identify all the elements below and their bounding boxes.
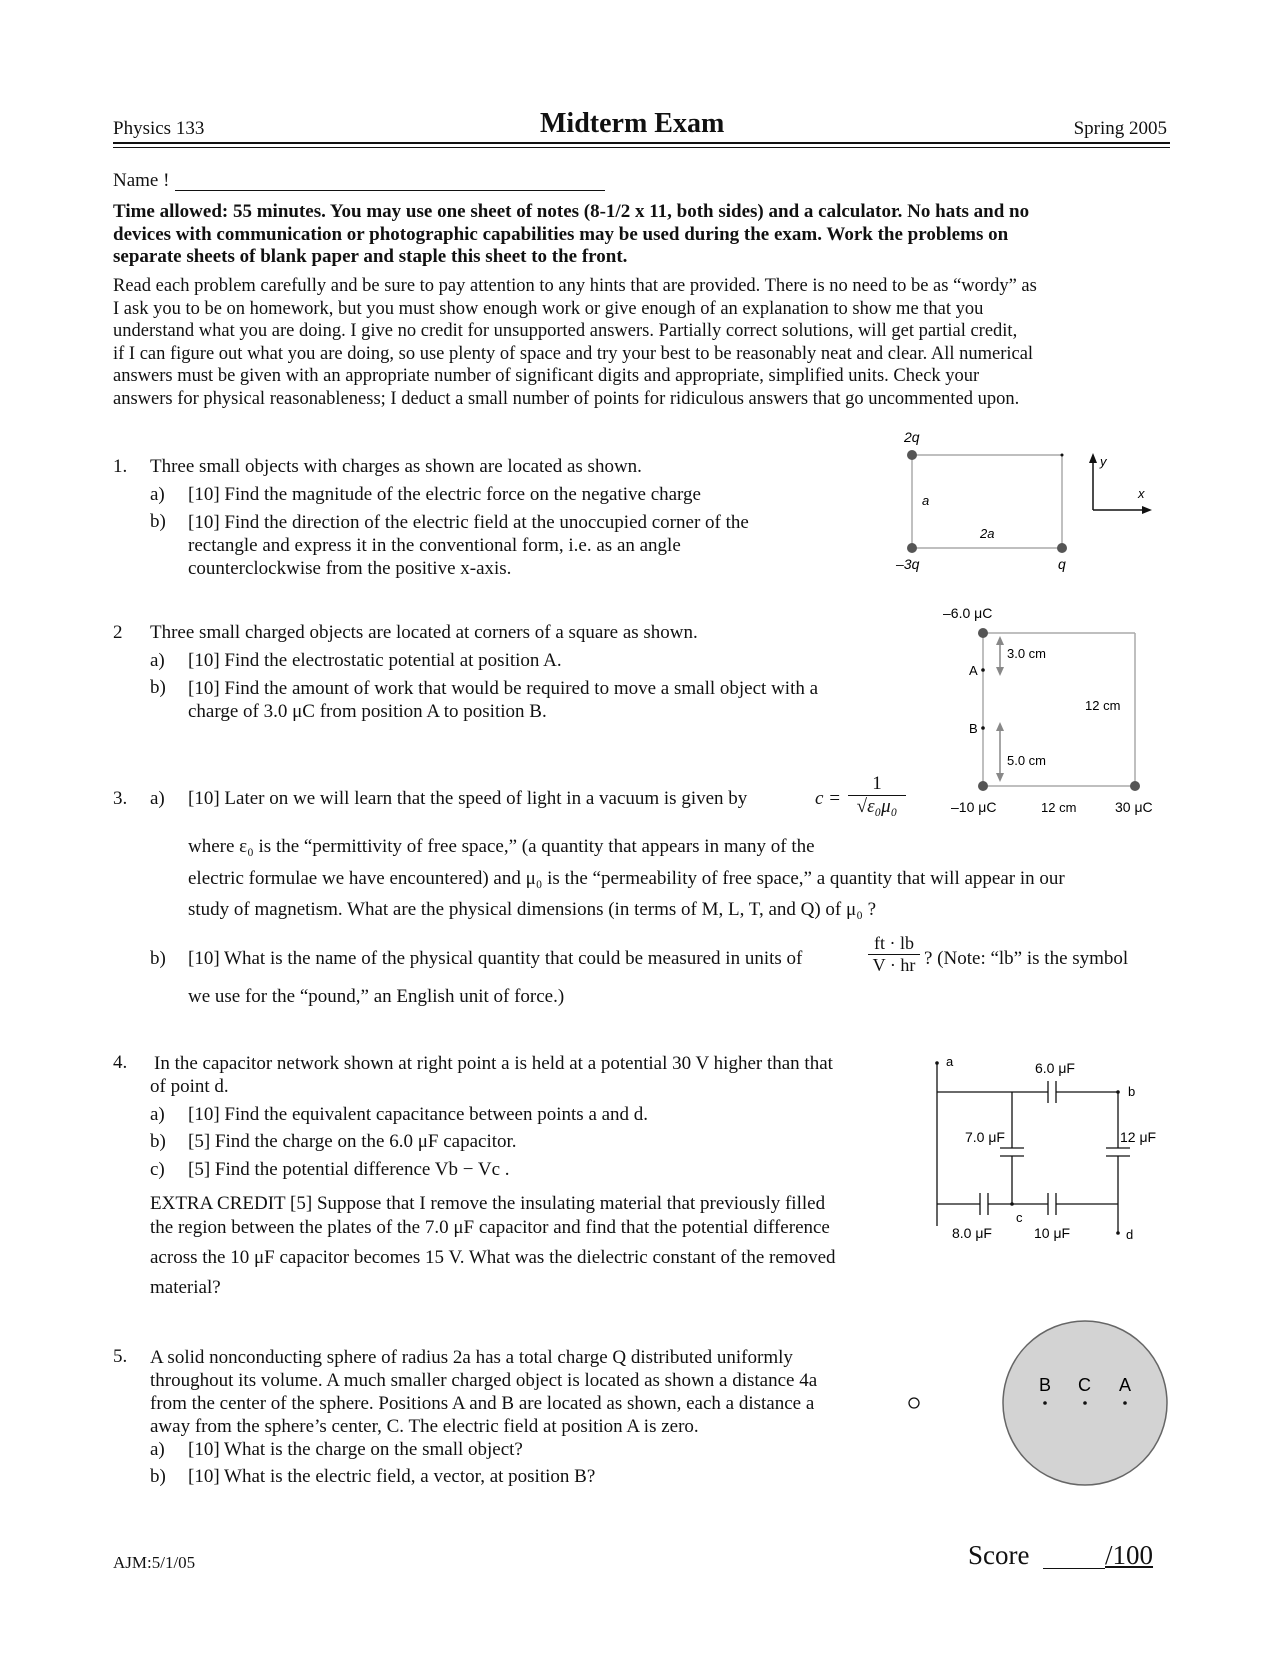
label-q: q (1058, 556, 1066, 572)
label-a: a (946, 1054, 954, 1069)
label-5cm: 5.0 cm (1007, 753, 1047, 768)
problem-4-number: 4. (113, 1052, 128, 1073)
point-B (981, 726, 985, 730)
y-label: y (1100, 454, 1107, 469)
problem-5-text: A solid nonconducting sphere of radius 2a has a total charge Q distributed uniformly throughout its volume. A much smaller charged object is located as shown a distance 4a from the center of the sphere. Positions A and B are located as shown, each a distance a away from the sphere’s center, C. The electric field at position A is zero. (150, 1347, 818, 1437)
problem-4a-label: a) (150, 1104, 165, 1125)
page-title: Midterm Exam (540, 108, 725, 139)
label-a: a (922, 493, 930, 508)
label-8uF: 8.0 μF (952, 1225, 992, 1241)
problem-5b-label: b) (150, 1466, 166, 1487)
label-12uF: 12 μF (1120, 1129, 1157, 1145)
problem-5a-label: a) (150, 1439, 165, 1460)
formula-lhs: c = (815, 788, 842, 809)
problem-1b-label: b) (150, 511, 166, 532)
header-rule-thin (113, 147, 1170, 148)
label-d: d (1126, 1227, 1134, 1242)
header-rule (113, 142, 1170, 144)
x-label: x (1138, 486, 1145, 501)
arrow-down-icon (996, 667, 1004, 676)
label-10uF: 10 μF (1034, 1225, 1071, 1241)
problem-1a-label: a) (150, 484, 165, 505)
label-neg10: –10 μC (951, 799, 997, 815)
problem-3b-label: b) (150, 948, 166, 969)
problem-3b-text: [10] What is the name of the physical quantity that could be measured in units of (188, 948, 803, 969)
problem-2a-label: a) (150, 650, 165, 671)
problem-5a-text: [10] What is the charge on the small object? (188, 1439, 523, 1460)
problem-1-number: 1. (113, 456, 128, 477)
charge-neg6 (978, 628, 988, 638)
label-A: A (1119, 1375, 1132, 1395)
name-line[interactable] (175, 190, 605, 191)
problem-4-text: In the capacitor network shown at right point a is held at a potential 30 V higher than that of point d. (150, 1053, 833, 1097)
problem-4c-text: [5] Find the potential difference Vb − Vc . (188, 1159, 510, 1180)
point-A (1123, 1401, 1127, 1405)
label-12cm-bottom: 12 cm (1041, 800, 1077, 815)
figure-1 (880, 425, 1170, 575)
label-neg6: –6.0 μC (943, 605, 993, 621)
problem-3-number: 3. (113, 788, 128, 809)
problem-3a-text: [10] Later on we will learn that the speed of light in a vacuum is given by (188, 788, 748, 809)
problem-3b-line2: we use for the “pound,” an English unit of force.) (188, 986, 565, 1007)
label-neg3q: –3q (896, 556, 920, 572)
label-B: B (969, 721, 978, 736)
problem-5b-text: [10] What is the electric field, a vector, at position B? (188, 1466, 596, 1487)
label-b: b (1128, 1084, 1136, 1099)
figure-5 (900, 1320, 1170, 1500)
figure-2 (935, 598, 1175, 828)
speed-of-light-formula: 1 √ε₀μ₀ (848, 773, 906, 818)
problem-1a-text: [10] Find the magnitude of the electric force on the negative charge (188, 484, 701, 505)
problem-4-extra-credit: EXTRA CREDIT [5] Suppose that I remove the insulating material that previously filled the region between the plates of the 7.0 μF capacitor and find that the potential difference across the 10 μF capacitor becomes 15 V. What was the dielectric constant of the removed material? (150, 1193, 836, 1298)
charge-q (1057, 543, 1067, 553)
charge-2q (907, 450, 917, 460)
label-C: C (1078, 1375, 1091, 1395)
x-arrow-icon (1142, 506, 1152, 514)
point-A (981, 668, 985, 672)
problem-3a-line3: electric formulae we have encountered) and μ₀ is the “permeability of free space,” a quantity that will appear in our (188, 868, 1065, 889)
problem-3b-tail: ? (Note: “lb” is the symbol (924, 948, 1129, 969)
problem-2a-text: [10] Find the electrostatic potential at position A. (188, 650, 562, 671)
charge-neg10 (978, 781, 988, 791)
problem-5-number: 5. (113, 1346, 128, 1367)
arrow-up-icon (996, 636, 1004, 645)
course-label: Physics 133 (113, 118, 205, 139)
score-blank[interactable] (1043, 1568, 1105, 1569)
problem-2-text: Three small charged objects are located at corners of a square as shown. (150, 622, 698, 643)
problem-2b-text: [10] Find the amount of work that would be required to move a small object with a charge of 3.0 μC from position A to position B. (188, 678, 819, 722)
problem-3a-label: a) (150, 788, 165, 809)
problem-4b-text: [5] Find the charge on the 6.0 μF capacitor. (188, 1131, 517, 1152)
problem-2-number: 2 (113, 622, 123, 643)
problem-4a-text: [10] Find the equivalent capacitance between points a and d. (188, 1104, 649, 1125)
point-B (1043, 1401, 1047, 1405)
node-a (935, 1061, 939, 1065)
problem-4b-label: b) (150, 1131, 166, 1152)
score-total: /100 (1105, 1540, 1154, 1570)
label-7uF: 7.0 μF (965, 1129, 1005, 1145)
node-b (1116, 1090, 1120, 1094)
y-arrow-icon (1089, 453, 1097, 463)
label-30: 30 μC (1115, 799, 1153, 815)
small-object (909, 1398, 919, 1408)
problem-1b-text: [10] Find the direction of the electric field at the unoccupied corner of the rectangle and express it in the conventional form, i.e. as an angle counterclockwise from the positive x-axis. (188, 512, 749, 579)
label-c: c (1016, 1210, 1023, 1225)
label-3cm: 3.0 cm (1007, 646, 1047, 661)
label-12cm-side: 12 cm (1085, 698, 1121, 713)
figure-4 (930, 1048, 1170, 1258)
name-label: Name ! (113, 170, 170, 191)
empty-corner (1061, 454, 1064, 457)
charge-neg3q (907, 543, 917, 553)
term-label: Spring 2005 (1073, 118, 1167, 139)
instructions-bold: Time allowed: 55 minutes. You may use one sheet of notes (8-1/2 x 11, both sides) and a calculator. No hats and no devices with communication or photographic capabilities may be used during the exam. Work the problems on separate sheets of blank paper and staple this sheet to the front. (113, 201, 1030, 267)
problem-1-text: Three small objects with charges as shown are located as shown. (150, 456, 642, 477)
node-c (1010, 1202, 1014, 1206)
point-C (1083, 1401, 1087, 1405)
units-fraction: ft · lb V · hr (868, 933, 920, 976)
problem-4c-label: c) (150, 1159, 165, 1180)
problem-3a-line4: study of magnetism. What are the physical dimensions (in terms of M, L, T, and Q) of μ₀ ? (188, 899, 877, 920)
arrow-up-icon-2 (996, 722, 1004, 731)
score-label: Score (968, 1540, 1030, 1570)
label-A: A (969, 663, 978, 678)
label-6uF: 6.0 μF (1035, 1060, 1075, 1076)
label-2a: 2a (980, 526, 995, 541)
label-B: B (1039, 1375, 1052, 1395)
charge-30 (1130, 781, 1140, 791)
arrow-down-icon-2 (996, 773, 1004, 782)
footer-code: AJM:5/1/05 (113, 1553, 196, 1572)
problem-2b-label: b) (150, 677, 166, 698)
node-d (1116, 1231, 1120, 1235)
instructions: Read each problem carefully and be sure to pay attention to any hints that are provided. There is no need to be as “wordy” as I ask you to be on homework, but you must show enough work or give enough of an explanation to show me that you understand what you are doing. I give no credit for unsupported answers. Partially correct solutions, will get partial credit, if I can figure out what you are doing, so use plenty of space and try your best to be reasonably neat and clear. All numerical answers must be given with an appropriate number of significant digits and appropriate, simplified units. Check your answers for physical reasonableness; I deduct a small number of points for ridiculous answers that go uncommented upon. (113, 276, 1037, 409)
problem-3a-line2: where ε₀ is the “permittivity of free space,” (a quantity that appears in many of the (188, 836, 815, 857)
label-2q: 2q (904, 429, 920, 445)
